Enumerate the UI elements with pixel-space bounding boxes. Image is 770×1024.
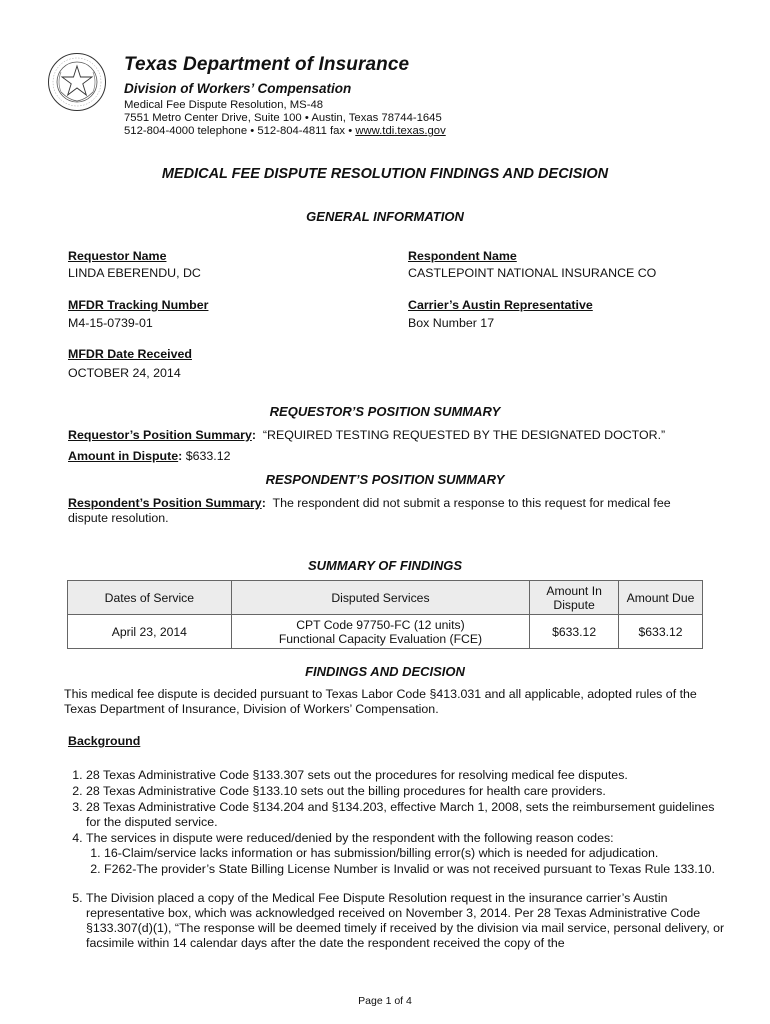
phone-fax-text: 512-804-4000 telephone • 512-804-4811 fax • — [124, 125, 356, 137]
requestor-name-value: LINDA EBERENDU, DC — [68, 266, 201, 280]
list-item: 3. 28 Texas Administrative Code §134.204 and §134.203, effective March 1, 2008, sets the reimbursement guidelines for the disputed service. — [86, 800, 726, 830]
column-header-amount-in-dispute: Amount In Dispute — [530, 581, 619, 615]
requestor-name-label: Requestor Name — [68, 249, 167, 263]
state-seal-icon — [47, 52, 107, 112]
date-received-label: MFDR Date Received — [68, 347, 192, 361]
address-line-2: 7551 Metro Center Drive, Suite 100 • Austin, Texas 78744-1645 — [124, 112, 442, 124]
requestor-summary-heading: REQUESTOR’S POSITION SUMMARY — [269, 404, 501, 419]
list-item — [86, 831, 726, 877]
column-header-amount-due: Amount Due — [619, 581, 703, 615]
carrier-rep-value: Box Number 17 — [408, 316, 495, 330]
general-information-heading: GENERAL INFORMATION — [306, 209, 464, 224]
service-line-1: CPT Code 97750-FC (12 units) — [296, 617, 465, 632]
amount-in-dispute: Amount in Dispute: $633.12 — [68, 449, 231, 463]
tracking-number-value: M4-15-0739-01 — [68, 316, 153, 330]
date-of-service-cell: April 23, 2014 — [68, 615, 232, 649]
carrier-rep-label: Carrier’s Austin Representative — [408, 298, 593, 312]
reason-codes-intro: The services in dispute were reduced/denied by the respondent with the following reason codes: — [86, 831, 614, 845]
findings-decision-heading: FINDINGS AND DECISION — [305, 664, 465, 679]
respondent-position-label: Respondent’s Position Summary — [68, 496, 262, 510]
list-item: 1. 28 Texas Administrative Code §133.307 sets out the procedures for resolving medical fee disputes. — [86, 768, 726, 783]
requestor-position-text: “REQUIRED TESTING REQUESTED BY THE DESIGNATED DOCTOR.” — [262, 428, 666, 442]
respondent-summary-heading: RESPONDENT’S POSITION SUMMARY — [265, 472, 505, 487]
tracking-number-label: MFDR Tracking Number — [68, 298, 209, 312]
summary-of-findings-heading: SUMMARY OF FINDINGS — [307, 558, 463, 573]
list-item: 5. The Division placed a copy of the Medical Fee Dispute Resolution request in the insurance carrier’s Austin representative box, which was acknowledged received on November 3, 2014. Per 28 Texas Administrative Code §133.307(d)(1), “The response will be deemed timely if received by the division via mail service, personal delivery, or facsimile within 14 calendar days after the date the respondent received the copy of the — [86, 891, 726, 951]
background-list — [68, 768, 726, 952]
column-header-dates: Dates of Service — [68, 581, 232, 615]
respondent-position-summary: Respondent’s Position Summary: The respondent did not submit a response to this request for medical fee dispute resolution. — [68, 496, 671, 525]
respondent-name-label: Respondent Name — [408, 249, 517, 263]
date-received-value: OCTOBER 24, 2014 — [68, 366, 181, 380]
document-title: MEDICAL FEE DISPUTE RESOLUTION FINDINGS AND DECISION — [161, 166, 609, 182]
reason-codes-list — [86, 846, 726, 877]
service-line-2: Functional Capacity Evaluation (FCE) — [278, 631, 483, 646]
reason-code-item: 2. F262-The provider’s State Billing License Number is Invalid or was not received pursuant to Texas Rule 133.10. — [104, 862, 726, 877]
findings-table — [67, 580, 703, 649]
table-row — [68, 615, 703, 649]
amount-due-cell: $633.12 — [619, 615, 703, 649]
background-label: Background — [68, 734, 141, 748]
findings-intro-paragraph: This medical fee dispute is decided pursuant to Texas Labor Code §413.031 and all applicable, adopted rules of the Texas Department of Insurance, Division of Workers’ Compensation. — [64, 687, 697, 716]
list-item: 2. 28 Texas Administrative Code §133.10 sets out the billing procedures for health care providers. — [86, 784, 726, 799]
requestor-position-summary: Requestor’s Position Summary: “REQUIRED TESTING REQUESTED BY THE DESIGNATED DOCTOR.” — [68, 428, 666, 442]
respondent-position-text: The respondent did not submit a response to this request for medical fee dispute resolution. — [68, 496, 671, 525]
amount-in-dispute-cell: $633.12 — [530, 615, 619, 649]
agency-name: Texas Department of Insurance — [124, 54, 410, 75]
amount-in-dispute-label: Amount in Dispute — [68, 449, 179, 463]
website-link[interactable]: www.tdi.texas.gov — [355, 125, 446, 137]
division-name: Division of Workers’ Compensation — [124, 81, 352, 96]
reason-code-item: 1. 16-Claim/service lacks information or has submission/billing error(s) which is needed for adjudication. — [104, 846, 726, 861]
page-number: Page 1 of 4 — [358, 995, 412, 1007]
respondent-name-value: CASTLEPOINT NATIONAL INSURANCE CO — [408, 266, 657, 280]
requestor-position-label: Requestor’s Position Summary — [68, 428, 252, 442]
column-header-services: Disputed Services — [231, 581, 529, 615]
disputed-service-cell — [231, 615, 529, 649]
table-header-row — [68, 581, 703, 615]
contact-line — [124, 124, 446, 138]
amount-in-dispute-value: $633.12 — [185, 449, 231, 463]
address-line-1: Medical Fee Dispute Resolution, MS-48 — [124, 99, 324, 111]
